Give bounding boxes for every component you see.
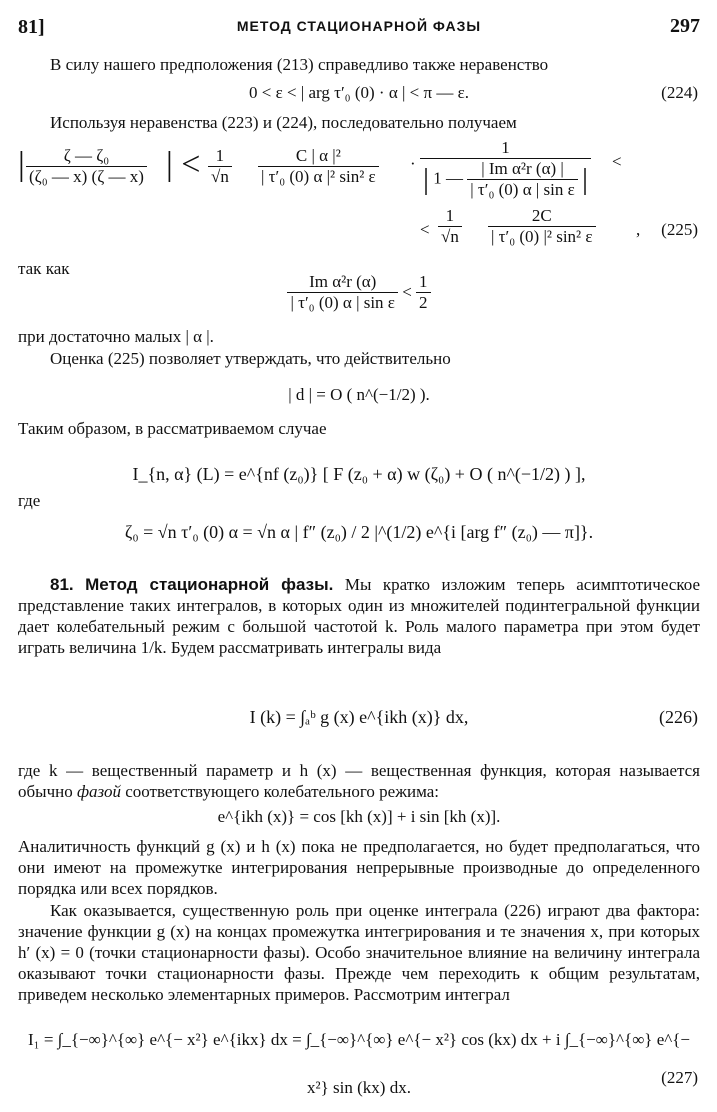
equation-number-227: (227): [661, 1068, 698, 1087]
section-81-paragraph: 81. Метод стационарной фазы. Мы кратко изложим теперь асимптотическое представление таких интегралов, в которых один из множителей подинтегральной функции дает колебательный режим с большой частотой k. Роль малого параметра при этом будет играть величина 1/k. Будем рассматривать интегралы вида: [18, 575, 700, 657]
formula-zeta-zero: ζ₀ = √n τ′₀ (0) α = √n α | f″ (z₀) / 2 |^(1/2) e^{i [arg f″ (z₀) — π]}.: [124, 522, 594, 542]
emphasis-phase: фазой: [76, 782, 121, 801]
book-page: [18, 10, 700, 1097]
section-number: 81]: [18, 16, 45, 38]
equation-number-224: (224): [661, 83, 698, 102]
paragraph-6: Таким образом, в рассматриваемом случае: [18, 419, 327, 438]
formula-227-number-row: [18, 1068, 700, 1090]
paragraph-3: так как: [18, 259, 70, 278]
equation-number-225: (225): [661, 220, 698, 239]
formula-225-lhs: $\frac{\text{ζ — ζ₀}}{\text{(ζ₀ — x) (ζ — x)}}$: [26, 146, 147, 187]
paragraph-11: Как оказывается, существенную роль при оценке интеграла (226) играют два фактора: значение функции g (x) на концах промежутка интегрирования и те значения x, при которых h′ (x) = 0 (точки стационарности фазы). Особо значительное влияние на величину интеграла оказывают точки стационарности фазы. Прежде чем переходить к общим результатам, приведем несколько элементарных примеров. Рассмотрим интеграл: [18, 901, 700, 1004]
formula-225-line-2: < $\frac{1}{√n}$ $\frac{2C}{\text{| τ′₀ (0) |² sin² ε}}$ , (225): [420, 206, 698, 246]
formula-224: 0 < ε < | arg τ′₀ (0) · α | < π — ε. (224): [249, 83, 698, 102]
paragraph-2: Используя неравенства (223) и (224), последовательно получаем: [50, 113, 517, 132]
formula-d-estimate: | d | = O ( n^(−1/2) ).: [288, 385, 430, 404]
running-header: [18, 10, 700, 40]
formula-225-inner: 1 | 1 — $\frac{\text{| Im α²r (α) |}}{\text{| τ′₀ (0) α | sin ε}}$ |: [420, 138, 591, 200]
page-number: 297: [670, 15, 700, 37]
paragraph-1: В силу нашего предположения (213) справедливо также неравенство: [50, 55, 549, 74]
formula-225-line-1: | $\frac{\text{ζ — ζ₀}}{\text{(ζ₀ — x) (ζ — x)}}$ | < $\frac{1}{√n}$ $\frac{\text{C | α |²}}{\text{| τ′₀ (0) α |² sin² ε}}$ · 1 | 1 — $\frac{\text{| Im α²r (α) |}}{\text{| τ′₀ (0) α | sin ε}}$ | <: [18, 138, 622, 199]
paragraph-5: Оценка (225) позволяет утверждать, что действительно: [50, 349, 451, 368]
paragraph-9: где k — вещественный параметр и h (x) — вещественная функция, которая называется обычно фазой соответствующего колебательного режима:: [18, 761, 700, 801]
section-heading-title: Метод стационарной фазы.: [85, 575, 334, 594]
equation-number-226: (226): [659, 707, 698, 727]
paragraph-4: при достаточно малых | α |.: [18, 327, 214, 346]
paragraph-10: Аналитичность функций g (x) и h (x) пока не предполагается, но будет предполагаться, что они имеют на промежутке интегрирования непрерывные производные до определенного порядка или всех порядков.: [18, 837, 700, 898]
running-title: МЕТОД СТАЦИОНАРНОЙ ФАЗЫ: [236, 18, 482, 34]
section-heading-number: 81.: [50, 575, 74, 594]
formula-condition: $\frac{\text{Im α²r (α)}}{\text{| τ′₀ (0) α | sin ε}}$ < $\frac{1}{2}$: [18, 272, 700, 322]
formula-227: I₁ = ∫_{−∞}^{∞} e^{− x²} e^{ikx} dx = ∫_{−∞}^{∞} e^{− x²} cos (kx) dx + i ∫_{−∞}^{∞} e^{− x²} sin (kx) dx.: [28, 1030, 690, 1097]
formula-226: I (k) = ∫ₐᵇ g (x) e^{ikh (x)} dx, (226): [18, 690, 700, 744]
paragraph-7: где: [18, 491, 41, 510]
formula-euler: e^{ikh (x)} = cos [kh (x)] + i sin [kh (x)].: [217, 807, 501, 826]
formula-integral-estimate: I_{n, α} (L) = e^{nf (z₀)} [ F (z₀ + α) w (ζ₀) + O ( n^(−1/2) ) ],: [132, 464, 586, 484]
